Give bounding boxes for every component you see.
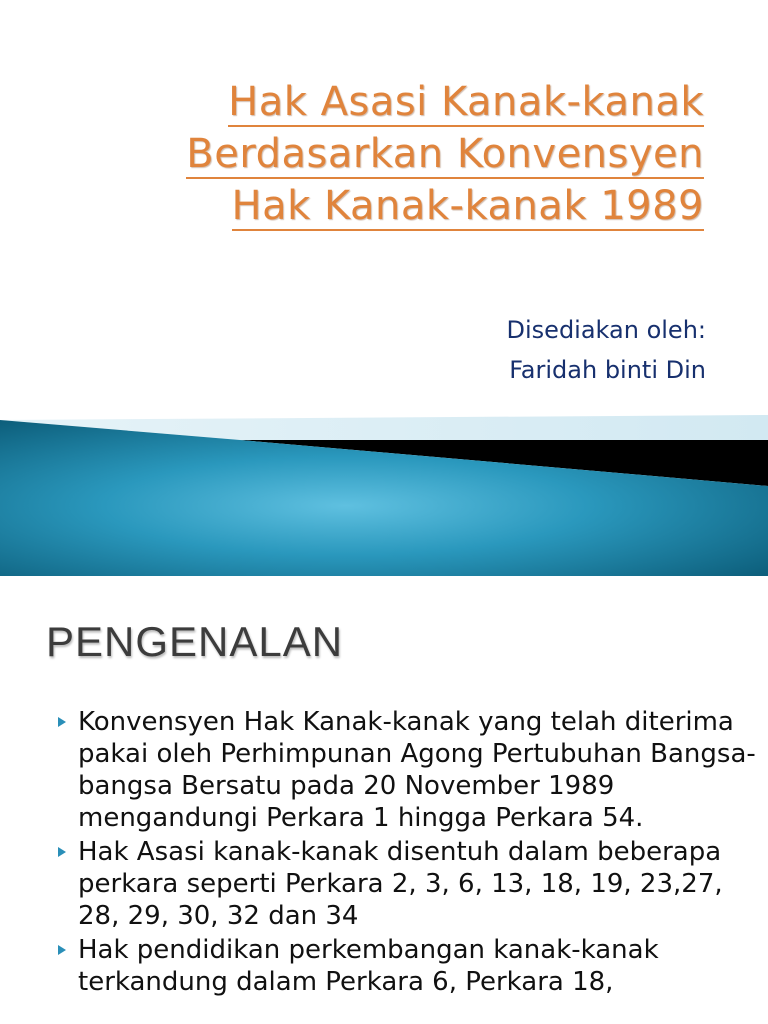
slide-heading: PENGENALAN — [46, 618, 344, 665]
triangle-right-icon — [58, 945, 66, 955]
intro-slide — [0, 588, 768, 1024]
slide-title — [186, 76, 704, 232]
triangle-right-icon — [58, 847, 66, 857]
bullet-text: Hak pendidikan perkembangan kanak-kanak terkandung dalam Perkara 6, Perkara 18, — [78, 935, 659, 997]
decorative-band — [0, 412, 768, 576]
bullet-text: Konvensyen Hak Kanak-kanak yang telah diterima pakai oleh Perhimpunan Agong Pertubuhan Bangsa-bangsa Bersatu pada 20 November 1989 mengandungi Perkara 1 hingga Perkara 54. — [78, 707, 756, 833]
bullet-text: Hak Asasi kanak-kanak disentuh dalam beberapa perkara seperti Perkara 2, 3, 6, 13, 18, 19, 23,27, 28, 29, 30, 32 dan 34 — [78, 837, 723, 931]
subtitle-line-2: Faridah binti Din — [509, 356, 706, 384]
list-item — [56, 836, 756, 932]
subtitle-line-1: Disediakan oleh: — [506, 316, 706, 344]
list-item — [56, 934, 756, 998]
title-line-1: Hak Asasi Kanak-kanak — [228, 79, 704, 125]
title-line-2: Berdasarkan Konvensyen — [186, 131, 704, 177]
slide-subtitle — [507, 310, 706, 390]
triangle-right-icon — [58, 717, 66, 727]
bullet-list — [56, 706, 756, 1000]
title-line-3: Hak Kanak-kanak 1989 — [231, 183, 704, 229]
list-item — [56, 706, 756, 834]
